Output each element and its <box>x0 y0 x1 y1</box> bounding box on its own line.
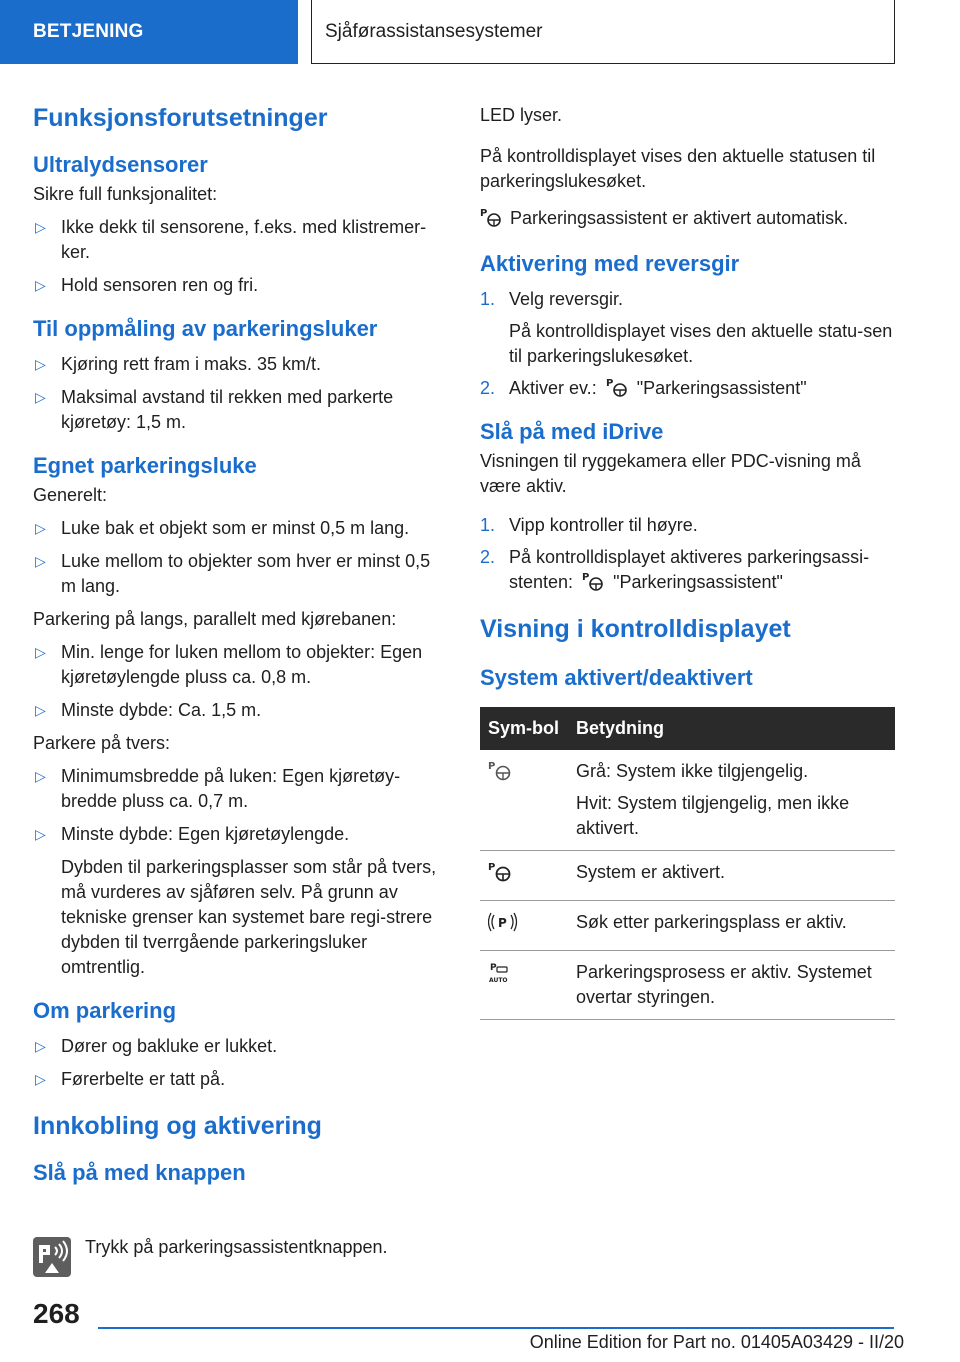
header-chapter-label: Sjåførassistansesystemer <box>325 20 543 42</box>
parking-assist-icon <box>582 570 604 592</box>
bullet-triangle-icon: ▷ <box>35 553 46 569</box>
header-section <box>0 0 298 64</box>
paragraph-generelt: Generelt: <box>33 485 108 505</box>
list-item: ▷ Maksimal avstand til rekken med parkerte kjøretøy: 1,5 m. <box>35 387 394 432</box>
list-item-note: På kontrolldisplayet vises den aktuelle statu-sen til parkeringslukesøket. <box>509 321 893 366</box>
list-item: ▷ Førerbelte er tatt på. <box>33 1067 448 1092</box>
svg-text:P: P <box>582 572 590 583</box>
list-item: 1. Velg reversgir. På kontrolldisplayet vises den aktuelle statu-sen til parkeringslukesøket. <box>480 287 895 369</box>
svg-text:P: P <box>488 862 496 873</box>
heading-om-parkering: Om parkering <box>33 998 177 1023</box>
list-item: ▷ Minimumsbredde på luken: Egen kjøretøy-bredde pluss ca. 0,7 m. <box>35 766 401 811</box>
bullet-triangle-icon: ▷ <box>35 277 46 293</box>
paragraph-langs: Parkering på langs, parallelt med kjørebanen: <box>33 609 397 629</box>
parking-assist-icon <box>606 376 628 398</box>
list-item: ▷ Luke mellom to objekter som hver er minst 0,5 m lang. <box>35 551 431 596</box>
parking-assist-icon <box>480 206 502 228</box>
table-row: P AUTO Parkeringsprosess er aktiv. Systemet overtar styringen. <box>480 951 895 1020</box>
list-reversgir <box>480 287 895 401</box>
heading-visning: Visning i kontrolldisplayet <box>480 615 791 643</box>
left-column <box>33 100 448 1196</box>
list-om <box>33 1034 448 1092</box>
bullet-triangle-icon: ▷ <box>35 1071 46 1087</box>
heading-knappen: Slå på med knappen <box>33 1160 246 1185</box>
paragraph-ultra: Sikre full funksjonalitet: <box>33 184 218 204</box>
button-instruction: Trykk på parkeringsassistentknappen. <box>85 1237 388 1257</box>
bullet-triangle-icon: ▷ <box>35 826 46 842</box>
symbol-table <box>480 707 895 1020</box>
paragraph-idrive: Visningen til ryggekamera eller PDC-visning må være aktiv. <box>480 451 861 496</box>
list-oppmaling <box>33 352 448 435</box>
list-tvers <box>33 764 448 980</box>
table-row: P System er aktivert. <box>480 851 895 901</box>
list-item: ▷ Dører og bakluke er lukket. <box>33 1034 448 1059</box>
svg-text:P: P <box>488 761 496 772</box>
bullet-triangle-icon: ▷ <box>35 644 46 660</box>
svg-text:AUTO: AUTO <box>489 977 508 984</box>
list-item: ▷ Luke bak et objekt som er minst 0,5 m lang. <box>33 516 448 541</box>
list-item: ▷ Hold sensoren ren og fri. <box>33 273 448 298</box>
parking-assist-active-icon <box>488 862 514 888</box>
table-row: P Søk etter parkeringsplass er aktiv. <box>480 901 895 951</box>
paragraph-status: På kontrolldisplayet vises den aktuelle statusen til parkeringslukesøket. <box>480 146 876 191</box>
svg-text:P: P <box>490 963 497 973</box>
list-item: 2. Aktiver ev.: P "Parkeringsassistent" <box>480 378 807 398</box>
paragraph-led: LED lyser. <box>480 105 563 125</box>
svg-text:P: P <box>498 916 507 930</box>
list-langs <box>33 640 448 723</box>
heading-oppmaling: Til oppmåling av parkeringsluker <box>33 316 378 341</box>
list-idrive <box>480 513 895 595</box>
list-item: ▷ Ikke dekk til sensorene, f.eks. med klistremer-ker. <box>35 217 427 262</box>
bullet-triangle-icon: ▷ <box>35 1038 46 1054</box>
list-item-note: Dybden til parkeringsplasser som står på tvers, må vurderes av sjåføren selv. På grunn av tekniske grenser kan systemet bare regi-strere dybden til tverrgående parkeringsluker omtrentlig. <box>61 857 437 977</box>
header-section-label: BETJENING <box>33 21 144 42</box>
column-header-meaning: Betydning <box>568 707 895 750</box>
list-generelt <box>33 516 448 599</box>
bullet-triangle-icon: ▷ <box>35 356 46 372</box>
heading-funksjonsforutsetninger: Funksjonsforutsetninger <box>33 104 328 132</box>
heading-innkobling: Innkobling og aktivering <box>33 1112 322 1140</box>
parking-auto-icon <box>488 963 516 988</box>
bullet-triangle-icon: ▷ <box>35 520 46 536</box>
list-item: 1. Vipp kontroller til høyre. <box>480 515 698 535</box>
parking-search-icon <box>488 918 518 938</box>
heading-reversgir: Aktivering med reversgir <box>480 251 740 276</box>
parking-assistant-button-icon <box>33 1237 71 1277</box>
bullet-triangle-icon: ▷ <box>35 389 46 405</box>
bullet-triangle-icon: ▷ <box>35 702 46 718</box>
heading-idrive: Slå på med iDrive <box>480 419 664 444</box>
page-number: 268 <box>33 1298 80 1329</box>
svg-text:P: P <box>480 208 488 219</box>
list-item: ▷ Minste dybde: Ca. 1,5 m. <box>33 698 448 723</box>
list-item: 2. På kontrolldisplayet aktiveres parkeringsassi-stenten: P "Parkeringsassistent" <box>480 547 870 592</box>
column-header-symbol: Sym-bol <box>480 707 568 750</box>
bullet-triangle-icon: ▷ <box>35 219 46 235</box>
heading-ultralydsensorer: Ultralydsensorer <box>33 152 208 177</box>
heading-system: System aktivert/deaktivert <box>480 665 753 690</box>
svg-text:P: P <box>605 378 614 389</box>
parking-assist-icon <box>488 761 514 787</box>
list-item: ▷ Minste dybde: Egen kjøretøylengde. Dybden til parkeringsplasser som står på tvers, må vurderes av sjåføren selv. På grunn av tekniske grenser kan systemet bare regi-strere dybden til tverrgående parkeringsluker omtrentlig. <box>33 822 448 980</box>
list-ultra <box>33 215 448 298</box>
heading-egnet: Egnet parkeringsluke <box>33 453 257 478</box>
list-item: ▷ Kjøring rett fram i maks. 35 km/t. <box>33 352 448 377</box>
header-chapter <box>311 0 895 64</box>
paragraph-auto: P Parkeringsassistent er aktivert automatisk. <box>480 208 849 228</box>
footer-divider <box>98 1327 894 1329</box>
table-header-row <box>480 707 895 750</box>
table-row: P Grå: System ikke tilgjengelig. Hvit: System tilgjengelig, men ikke aktivert. <box>480 750 895 851</box>
paragraph-tvers: Parkere på tvers: <box>33 733 171 753</box>
bullet-triangle-icon: ▷ <box>35 768 46 784</box>
right-column <box>480 103 895 1020</box>
list-item: ▷ Min. lenge for luken mellom to objekter: Egen kjøretøylengde pluss ca. 0,8 m. <box>35 642 423 687</box>
footer-edition: Online Edition for Part no. 01405A03429 - II/20 <box>529 1332 904 1352</box>
